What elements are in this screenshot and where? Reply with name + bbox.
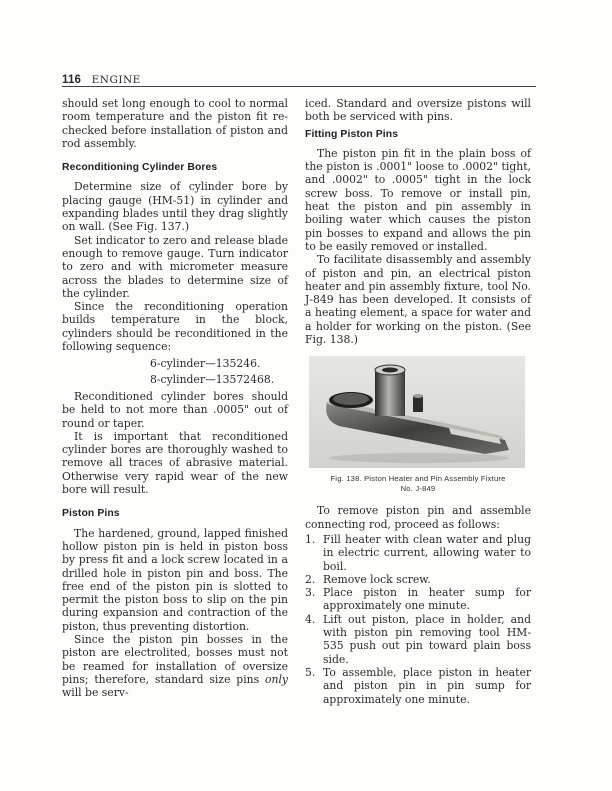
piston-pins-p2: Since the piston pin bosses in the piston are electrolited, bosses must not be reamed for installation of oversize pins; therefore, standard size pins only will be serv- [62,632,288,700]
fixture-shadow [329,453,509,463]
figure-138-caption [305,474,531,494]
list-item: 5. To assemble, place piston in heater and piston pin in pin sump for approximately one minute. [305,665,531,706]
reconditioning-p5: It is important that reconditioned cylinder bores are thoroughly washed to remove all traces of abrasive material. Otherwise very rapid wear of the new bore will result. [62,429,288,497]
sequence-6-cylinder: 6-cylinder—135246. [150,357,261,371]
list-item: 2. Remove lock screw. [305,572,431,586]
caption-line-2: No. J-849 [400,484,436,494]
reconditioning-p3: Since the reconditioning operation builds temperature in the block, cylinders should be reconditioned in the following sequence: [62,300,288,354]
firing-sequence [62,357,288,386]
knob-top [413,394,423,398]
list-item: 4. Lift out piston, place in holder, and with piston pin removing tool HM-535 push out pin toward plain boss side. [305,612,531,666]
page-number: 116 [62,74,82,86]
header-rule [62,86,536,87]
sequence-8-cylinder: 8-cylinder—13572468. [150,372,275,386]
procedure-intro: To remove piston pin and assemble connecting rod, proceed as follows: [305,504,531,531]
intro-paragraph: should set long enough to cool to normal room temperature and the piston fit re-checked before installation of piston and rod assembly. [62,97,288,150]
reconditioning-p4: Reconditioned cylinder bores should be held to not more than .0005" out of round or taper. [62,389,288,430]
reconditioning-p1: Determine size of cylinder bore by placing gauge (HM-51) in cylinder and expanding blades until they drag slightly on wall. (See Fig. 137.) [62,180,288,234]
heater-sump-rim [333,393,369,405]
piston-holder-cylinder [375,370,405,416]
emphasis-only: only [264,672,288,686]
fitting-p2: To facilitate disassembly and assembly of piston and pin, an electrical piston heater and pin assembly fixture, tool No. J-849 has been developed. It consists of a heating element, a space for water and a holder for working on the piston. (See Fig. 138.) [305,253,531,347]
caption-line-1: Fig. 138. Piston Heater and Pin Assembly Fixture [330,474,506,484]
fixture-knob [413,396,423,412]
continuation-paragraph: iced. Standard and oversize pistons will both be serviced with pins. [305,97,531,124]
reconditioning-p2: Set indicator to zero and release blade enough to remove gauge. Turn indicator to zero and with micrometer measure across the blades to determine size of the cylinder. [62,233,288,300]
procedure-steps [305,533,531,706]
left-column [62,97,288,699]
heading-reconditioning: Reconditioning Cylinder Bores [62,162,218,174]
list-item: 1. Fill heater with clean water and plug in electric current, allowing water to boil. [305,532,531,573]
section-title: ENGINE [91,74,141,86]
page-header [62,70,536,86]
cylinder-opening [382,368,398,373]
right-column [305,97,531,706]
list-item: 3. Place piston in heater sump for approximately one minute. [305,586,531,613]
figure-138-photo [309,356,525,468]
fitting-p1: The piston pin fit in the plain boss of the piston is .0001" loose to .0002" tight, and .0002" to .0005" tight in the lock screw boss. To remove or install pin, heat the piston and pin assembly in boiling water which causes the piston pin bosses to expand and allows the pin to be easily removed or installed. [305,146,531,253]
piston-pins-p1: The hardened, ground, lapped finished hollow piston pin is held in piston boss by press fit and a lock screw located in a drilled hole in piston pin and boss. The free end of the piston pin is slotted to permit the piston boss to slip on the pin during expansion and contraction of the piston, thus preventing distortion. [62,526,288,633]
piston-heater-fixture-illustration [309,356,525,468]
heading-piston-pins: Piston Pins [62,508,120,520]
heading-fitting-piston-pins: Fitting Piston Pins [305,128,399,140]
